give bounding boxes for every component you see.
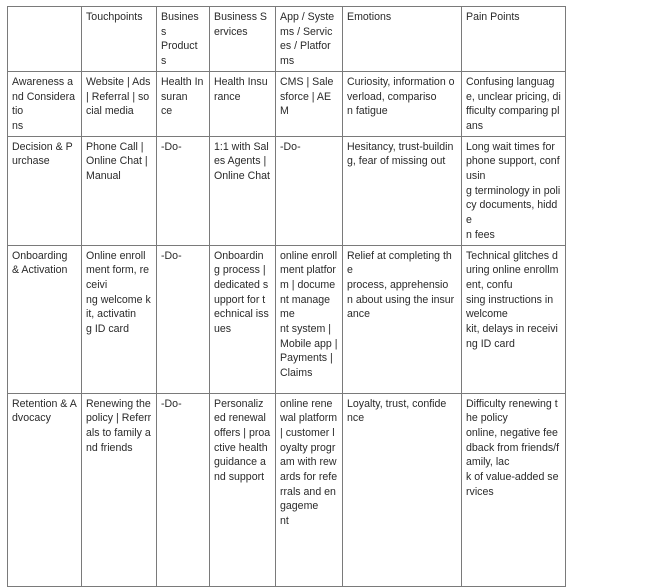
cell-platforms: online enrollment platform | document manageme nt system | Mobile app | Payments | Claims: [276, 245, 343, 393]
header-pain-points: Pain Points: [462, 7, 566, 72]
cell-business-products: -Do-: [157, 245, 210, 393]
cell-touchpoints: Phone Call | Online Chat | Manual: [82, 136, 157, 245]
cell-emotions: Relief at completing the process, apprehensio n about using the insurance: [343, 245, 462, 393]
cell-platforms: online renewal platform | customer loyalty program with rewards for referrals and engageme nt: [276, 393, 343, 586]
cell-pain-points: Confusing language, unclear pricing, difficulty comparing plans: [462, 71, 566, 136]
header-touchpoints: Touchpoints: [82, 7, 157, 72]
header-row: [8, 7, 566, 72]
customer-journey-table: [7, 6, 566, 587]
cell-business-services: Personaliz ed renewal offers | proactive health guidance and support: [210, 393, 276, 586]
cell-business-services: 1:1 with Sales Agents | Online Chat: [210, 136, 276, 245]
header-business-products: Busines s Product s: [157, 7, 210, 72]
cell-platforms: CMS | Salesforce | AEM: [276, 71, 343, 136]
cell-touchpoints: Online enrollment form, receivi ng welcome kit, activatin g ID card: [82, 245, 157, 393]
cell-pain-points: Technical glitches during online enrollment, confu sing instructions in welcome kit, delays in receiving ID card: [462, 245, 566, 393]
cell-stage: Awareness and Consideratio ns: [8, 71, 82, 136]
cell-emotions: Hesitancy, trust-building, fear of missing out: [343, 136, 462, 245]
cell-business-products: -Do-: [157, 393, 210, 586]
header-stage: [8, 7, 82, 72]
cell-stage: Onboarding & Activation: [8, 245, 82, 393]
cell-business-services: Onboardin g process | dedicated support for technical issues: [210, 245, 276, 393]
cell-stage: Decision & Purchase: [8, 136, 82, 245]
cell-touchpoints: Renewing the policy | Referrals to family and friends: [82, 393, 157, 586]
header-business-services: Business Services: [210, 7, 276, 72]
table-row: [8, 393, 566, 586]
cell-stage: Retention & Advocacy: [8, 393, 82, 586]
cell-business-services: Health Insurance: [210, 71, 276, 136]
header-platforms: App / Systems / Services / Platforms: [276, 7, 343, 72]
table-row: [8, 136, 566, 245]
cell-pain-points: Difficulty renewing the policy online, negative feedback from friends/family, lac k of value-added services: [462, 393, 566, 586]
cell-emotions: Curiosity, information overload, compariso n fatigue: [343, 71, 462, 136]
cell-emotions: Loyalty, trust, confide nce: [343, 393, 462, 586]
cell-business-products: -Do-: [157, 136, 210, 245]
cell-pain-points: Long wait times for phone support, confusin g terminology in policy documents, hidde n fees: [462, 136, 566, 245]
cell-platforms: -Do-: [276, 136, 343, 245]
table-row: [8, 245, 566, 393]
header-emotions: Emotions: [343, 7, 462, 72]
cell-business-products: Health Insuran ce: [157, 71, 210, 136]
cell-touchpoints: Website | Ads | Referral | social media: [82, 71, 157, 136]
table-row: [8, 71, 566, 136]
